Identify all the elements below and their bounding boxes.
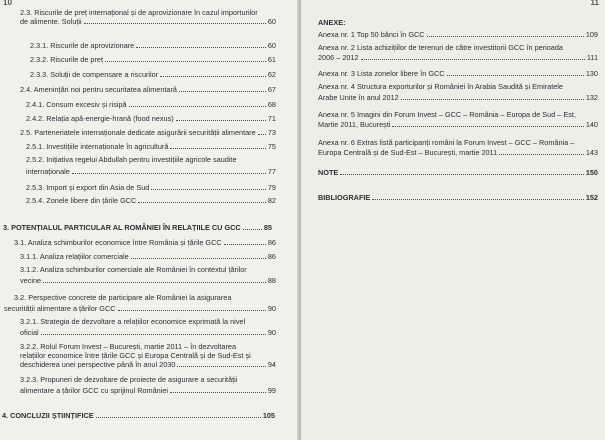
toc-entry-3-1-1 xyxy=(20,252,276,261)
toc-entry-2-3-2 xyxy=(30,55,276,64)
toc-entry-3-2-2 xyxy=(20,342,276,369)
toc-entry-text: 2.5.4. Zonele libere din țările GCC xyxy=(26,196,137,205)
toc-entry-text: 2.5.3. Import și export din Asia de Sud xyxy=(26,183,150,192)
toc-entry-2-4 xyxy=(20,85,276,94)
dot-leader xyxy=(138,202,266,203)
toc-entry-2-3 xyxy=(20,8,276,26)
toc-entry-2-5-1 xyxy=(26,142,276,151)
toc-page-number: 90 xyxy=(267,304,276,313)
toc-entry-text: 2.5.2. Inițiativa regelui Abdullah pentru investițiile agricole saudite xyxy=(26,155,237,164)
toc-entry-2-4-1 xyxy=(26,100,276,109)
toc-entry-text: 3.1.2. Analiza schimburilor comerciale ale României în contextul țărilor xyxy=(20,265,247,274)
dot-leader xyxy=(340,174,584,175)
dot-leader xyxy=(243,229,262,230)
annex-bibliography xyxy=(318,193,598,202)
toc-entry-2-3-1 xyxy=(30,41,276,50)
toc-page-number: 67 xyxy=(267,85,276,94)
toc-page-number: 105 xyxy=(262,411,275,420)
dot-leader xyxy=(224,244,266,245)
toc-entry-chapter-4 xyxy=(2,411,275,420)
toc-page-number: 68 xyxy=(267,100,276,109)
annex-item-text: Anexa nr. 3 Lista zonelor libere în GCC xyxy=(318,69,445,78)
toc-entry-text: 2.4.1. Consum excesiv și risipă xyxy=(26,100,127,109)
toc-entry-text-cont: securității alimentare a țărilor GCC xyxy=(4,304,116,313)
toc-entry-2-5-3 xyxy=(26,183,276,192)
toc-entry-text: 3.1.1. Analiza relațiilor comerciale xyxy=(20,252,129,261)
toc-page-number: 71 xyxy=(267,114,276,123)
dot-leader xyxy=(151,189,266,190)
annex-item-text-cont: Martie 2011, București xyxy=(318,120,391,129)
toc-page-number: 85 xyxy=(263,223,272,232)
dot-leader xyxy=(372,199,584,200)
note-label: NOTE xyxy=(318,168,339,177)
toc-entry-text: 3. POTENȚIALUL PARTICULAR AL ROMÂNIEI ÎN RELAȚIILE CU GCC xyxy=(3,223,241,232)
toc-entry-3-1-2 xyxy=(20,265,276,285)
toc-page-number: 88 xyxy=(267,276,276,285)
toc-entry-text-cont: alimentare a țărilor GCC cu sprijinul României xyxy=(20,386,169,395)
left-page xyxy=(0,0,300,440)
annex-item-text-cont: Arabe Unite în anul 2012 xyxy=(318,93,399,102)
toc-entry-text: 2.5. Parteneriatele internaționale dedicate asigurării securității alimentare xyxy=(20,128,256,137)
toc-entry-text: 2.3. Riscurile de preț internațional și de aprovizionare în cazul importurilor xyxy=(20,8,258,17)
right-page-number: 11 xyxy=(590,0,599,7)
dot-leader xyxy=(43,282,266,283)
left-page-number: 10 xyxy=(3,0,12,7)
dot-leader xyxy=(72,173,266,174)
toc-page-number: 86 xyxy=(267,252,276,261)
dot-leader xyxy=(392,126,583,127)
annex-item-text: Anexa nr. 2 Lista achizițiilor de terenuri de către investitorii GCC în perioada xyxy=(318,43,563,52)
annex-item-text: Anexa nr. 4 Structura exporturilor și României în Arabia Saudită și Emiratele xyxy=(318,82,563,91)
dot-leader xyxy=(160,76,266,77)
toc-page-number: 60 xyxy=(267,17,276,26)
toc-entry-text: 3.2. Perspective concrete de participare ale României la asigurarea xyxy=(14,293,232,302)
dot-leader xyxy=(361,59,585,60)
annex-item-5 xyxy=(318,110,598,129)
toc-page-number: 75 xyxy=(267,142,276,151)
annex-item-text-cont: 2006 – 2012 xyxy=(318,53,359,62)
toc-entry-2-5-2 xyxy=(26,155,276,176)
toc-page-number: 90 xyxy=(267,328,276,337)
bibliography-label: BIBLIOGRAFIE xyxy=(318,193,371,202)
toc-page-number: 79 xyxy=(267,183,276,192)
dot-leader xyxy=(170,148,266,149)
toc-entry-text: 2.3.3. Soluții de compensare a riscurilor xyxy=(30,70,159,79)
annex-item-6 xyxy=(318,138,598,157)
toc-page-number: 62 xyxy=(267,70,276,79)
note-page-number: 150 xyxy=(585,168,598,177)
annex-item-text: Anexa nr. 5 Imagini din Forum Invest – GCC – România – Europa de Sud – Est, xyxy=(318,110,576,119)
dot-leader xyxy=(179,91,266,92)
bibliography-page-number: 152 xyxy=(585,193,598,202)
dot-leader xyxy=(84,23,266,24)
annex-note xyxy=(318,168,598,177)
annex-item-3 xyxy=(318,69,598,78)
annex-page-number: 132 xyxy=(585,93,598,102)
toc-entry-text: 2.5.1. Investițiile internaționale în agricultură xyxy=(26,142,169,151)
toc-entry-text-cont: de alimente. Soluții xyxy=(20,17,82,26)
toc-entry-2-5-4 xyxy=(26,196,276,205)
annex-item-2 xyxy=(318,43,598,62)
dot-leader xyxy=(118,310,266,311)
toc-entry-text: 3.2.3. Propuneri de dezvoltare de proiecte de asigurare a securității xyxy=(20,375,238,384)
annex-item-text: Anexa nr. 1 Top 50 bănci în GCC xyxy=(318,30,425,39)
dot-leader xyxy=(499,154,584,155)
right-page xyxy=(301,0,605,440)
toc-entry-text: 3.2.2. Rolul Forum Invest – București, martie 2011 – în dezvoltarea xyxy=(20,342,237,351)
annex-heading: ANEXE: xyxy=(318,18,346,27)
annex-item-4 xyxy=(318,82,598,102)
dot-leader xyxy=(131,258,266,259)
toc-entry-3-2 xyxy=(4,293,276,313)
toc-entry-text: 2.3.2. Riscurile de preț xyxy=(30,55,104,64)
toc-entry-3-2-3 xyxy=(20,375,276,395)
toc-entry-2-3-3 xyxy=(30,70,276,79)
annex-page-number: 109 xyxy=(585,30,598,39)
toc-entry-text: 2.3.1. Riscurile de aprovizionare xyxy=(30,41,135,50)
toc-page-number: 61 xyxy=(267,55,276,64)
toc-page-number: 82 xyxy=(267,196,276,205)
toc-entry-text: 2.4.2. Relația apă-energie-hrană (food nexus) xyxy=(26,114,174,123)
toc-entry-text-cont: vecine xyxy=(20,276,42,285)
toc-entry-text: 4. CONCLUZII ȘTIINȚIFICE xyxy=(2,411,94,420)
toc-page-number: 86 xyxy=(267,238,276,247)
toc-entry-text-cont: oficial xyxy=(20,328,39,337)
toc-page-number: 60 xyxy=(267,41,276,50)
annex-page-number: 130 xyxy=(585,69,598,78)
dot-leader xyxy=(129,106,266,107)
annex-page-number: 111 xyxy=(586,53,598,62)
toc-entry-text-cont: internaționale xyxy=(26,167,70,176)
annex-page-number: 140 xyxy=(585,120,598,129)
dot-leader xyxy=(136,47,266,48)
dot-leader xyxy=(447,75,584,76)
dot-leader xyxy=(427,36,584,37)
toc-page-number: 73 xyxy=(267,128,276,137)
annex-page-number: 143 xyxy=(585,148,598,157)
dot-leader xyxy=(170,392,266,393)
dot-leader xyxy=(177,366,265,367)
toc-entry-2-5 xyxy=(20,128,276,137)
toc-page-number: 77 xyxy=(267,167,276,176)
dot-leader xyxy=(176,120,266,121)
dot-leader xyxy=(258,134,266,135)
dot-leader xyxy=(401,99,584,100)
toc-entry-3-1 xyxy=(14,238,276,247)
toc-entry-text: 3.1. Analiza schimburilor economice între România și țările GCC xyxy=(14,238,222,247)
annex-item-1 xyxy=(318,30,598,39)
toc-page-number: 94 xyxy=(267,360,276,369)
dot-leader xyxy=(105,61,266,62)
dot-leader xyxy=(96,417,261,418)
toc-entry-text: 2.4. Amenințări noi pentru securitatea alimentară xyxy=(20,85,177,94)
annex-item-text: Anexa nr. 6 Extras listă participanți români la Forum Invest – GCC – România – xyxy=(318,138,575,147)
dot-leader xyxy=(41,334,266,335)
toc-entry-text: 3.2.1. Strategia de dezvoltare a relațiilor economice exprimată la nivel xyxy=(20,317,246,326)
toc-page-number: 99 xyxy=(267,386,276,395)
toc-entry-text-cont: deschiderea unei perspective până în anul 2030 xyxy=(20,360,176,369)
toc-entry-chapter-3 xyxy=(3,223,272,232)
toc-entry-text-cont: relațiilor economice între țările GCC și Europa Centrală și de Sud-Est și xyxy=(20,351,251,360)
toc-entry-3-2-1 xyxy=(20,317,276,337)
annex-item-text-cont: Europa Centrală și de Sud-Est – București, martie 2011 xyxy=(318,148,498,157)
toc-entry-2-4-2 xyxy=(26,114,276,123)
